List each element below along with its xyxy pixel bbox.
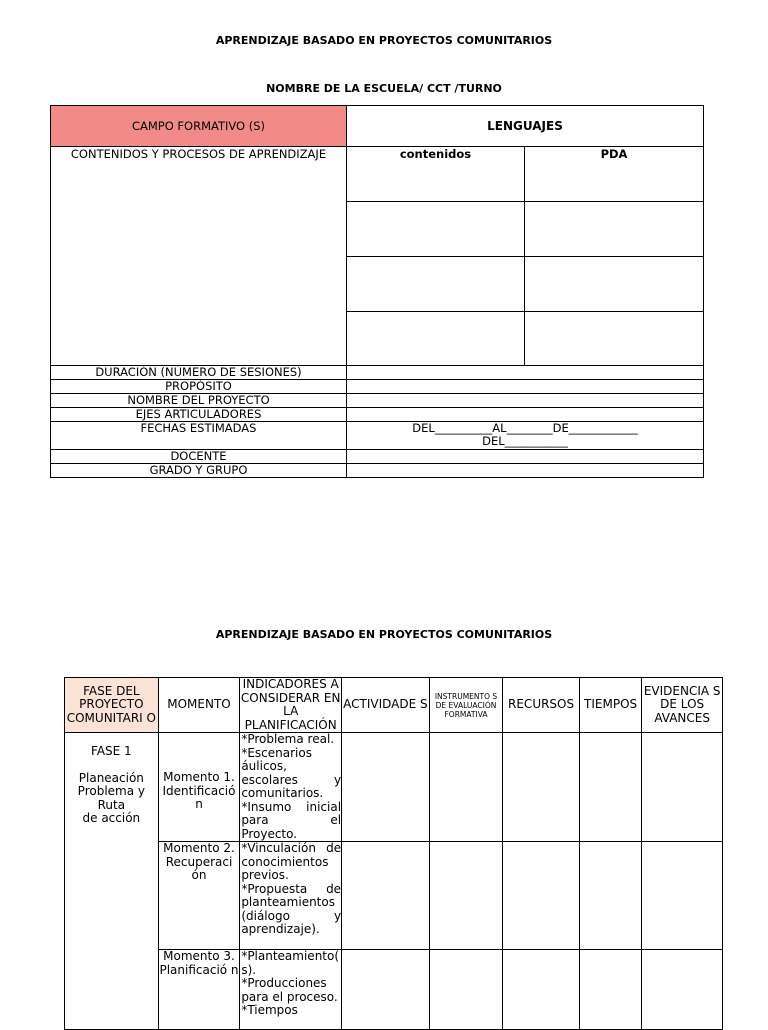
evidencias-cell[interactable]	[642, 950, 723, 1030]
momento-1: Momento 1. Identificació n	[158, 733, 240, 842]
pda-cell[interactable]	[525, 202, 704, 257]
pda-header: PDA	[525, 147, 704, 202]
header-indicadores: INDICADORES A CONSIDERAR EN LA PLANIFICACIÓN	[240, 677, 341, 732]
header-fase: FASE DEL PROYECTO COMUNITARI O	[65, 678, 159, 733]
evidencias-cell[interactable]	[642, 842, 723, 950]
evidencias-cell[interactable]	[642, 733, 723, 842]
indicator-item: *Producciones para el proceso.	[241, 976, 338, 1004]
contenidos-cell[interactable]	[347, 312, 525, 366]
fechas-line-2: DEL___________	[482, 434, 568, 448]
actividades-cell[interactable]	[342, 950, 430, 1030]
momento-2: Momento 2. Recuperaci ón	[158, 842, 240, 950]
project-info-table	[50, 105, 704, 478]
fase-1-desc: Planeación Problema y Ruta	[77, 770, 146, 812]
indicator-item: *Problema real.	[241, 732, 335, 746]
instrumentos-cell[interactable]	[429, 842, 503, 950]
instrumentos-cell[interactable]	[429, 950, 503, 1030]
indicadores-1	[240, 733, 342, 842]
header-instrumentos: INSTRUMENTO S DE EVALUACIÓN FORMATIVA	[429, 678, 503, 733]
proposito-label: PROPÓSITO	[51, 380, 347, 394]
school-name-heading: NOMBRE DE LA ESCUELA/ CCT /TURNO	[266, 82, 502, 95]
contenidos-cell[interactable]	[347, 202, 525, 257]
recursos-cell[interactable]	[503, 733, 580, 842]
duracion-value[interactable]	[347, 366, 704, 380]
instrumentos-cell[interactable]	[429, 733, 503, 842]
indicadores-3	[240, 950, 342, 1030]
nombre-proyecto-value[interactable]	[347, 394, 704, 408]
fechas-value[interactable]	[347, 422, 704, 450]
nombre-proyecto-label: NOMBRE DEL PROYECTO	[51, 394, 347, 408]
phases-table	[64, 677, 723, 1030]
fechas-label: FECHAS ESTIMADAS	[51, 422, 347, 450]
indicadores-2	[240, 842, 342, 950]
indicator-item: *Escenarios áulicos, escolares y comunitarios.	[241, 745, 342, 800]
contenidos-cell[interactable]	[347, 257, 525, 312]
tiempos-cell[interactable]	[579, 950, 641, 1030]
recursos-cell[interactable]	[503, 950, 580, 1030]
header-evidencias: EVIDENCIA S DE LOS AVANCES	[642, 678, 723, 733]
tiempos-cell[interactable]	[579, 733, 641, 842]
campo-formativo-value: LENGUAJES	[347, 106, 704, 147]
duracion-label: DURACIÓN (NÚMERO DE SESIONES)	[51, 366, 347, 380]
actividades-cell[interactable]	[342, 733, 430, 842]
pda-cell[interactable]	[525, 257, 704, 312]
header-tiempos: TIEMPOS	[579, 678, 641, 733]
proposito-value[interactable]	[347, 380, 704, 394]
tiempos-cell[interactable]	[579, 842, 641, 950]
contenidos-header: contenidos	[347, 147, 525, 202]
indicator-item: *Tiempos	[241, 1003, 298, 1017]
recursos-cell[interactable]	[503, 842, 580, 950]
grado-label: GRADO Y GRUPO	[51, 464, 347, 478]
header-momento: MOMENTO	[158, 678, 240, 733]
pda-cell[interactable]	[525, 312, 704, 366]
header-actividades: ACTIVIDADE S	[342, 678, 430, 733]
indicator-item: *Planteamiento( s).	[241, 949, 340, 977]
indicator-item: *Insumo inicial para el Proyecto.	[241, 799, 342, 841]
ejes-value[interactable]	[347, 408, 704, 422]
docente-label: DOCENTE	[51, 450, 347, 464]
ejes-label: EJES ARTICULADORES	[51, 408, 347, 422]
indicator-item: *Propuesta de planteamientos (diálogo y aprendizaje).	[241, 881, 342, 936]
document-title: APRENDIZAJE BASADO EN PROYECTOS COMUNITARIOS	[215, 34, 553, 47]
contenidos-procesos-label: CONTENIDOS Y PROCESOS DE APRENDIZAJE	[51, 147, 347, 366]
indicator-item: *Vinculación de conocimientos previos.	[241, 841, 342, 882]
campo-formativo-label: CAMPO FORMATIVO (S)	[51, 106, 347, 147]
momento-3: Momento 3. Planificació n	[158, 950, 240, 1030]
fase-1-title: FASE 1	[91, 744, 132, 758]
fechas-line-1: DEL__________AL________DE____________	[412, 421, 638, 435]
actividades-cell[interactable]	[342, 842, 430, 950]
header-recursos: RECURSOS	[503, 678, 580, 733]
fase-1-cell	[65, 733, 159, 1030]
fase-1-desc-2: de acción	[82, 811, 141, 825]
docente-value[interactable]	[347, 450, 704, 464]
grado-value[interactable]	[347, 464, 704, 478]
section-title: APRENDIZAJE BASADO EN PROYECTOS COMUNITARIOS	[215, 628, 553, 641]
